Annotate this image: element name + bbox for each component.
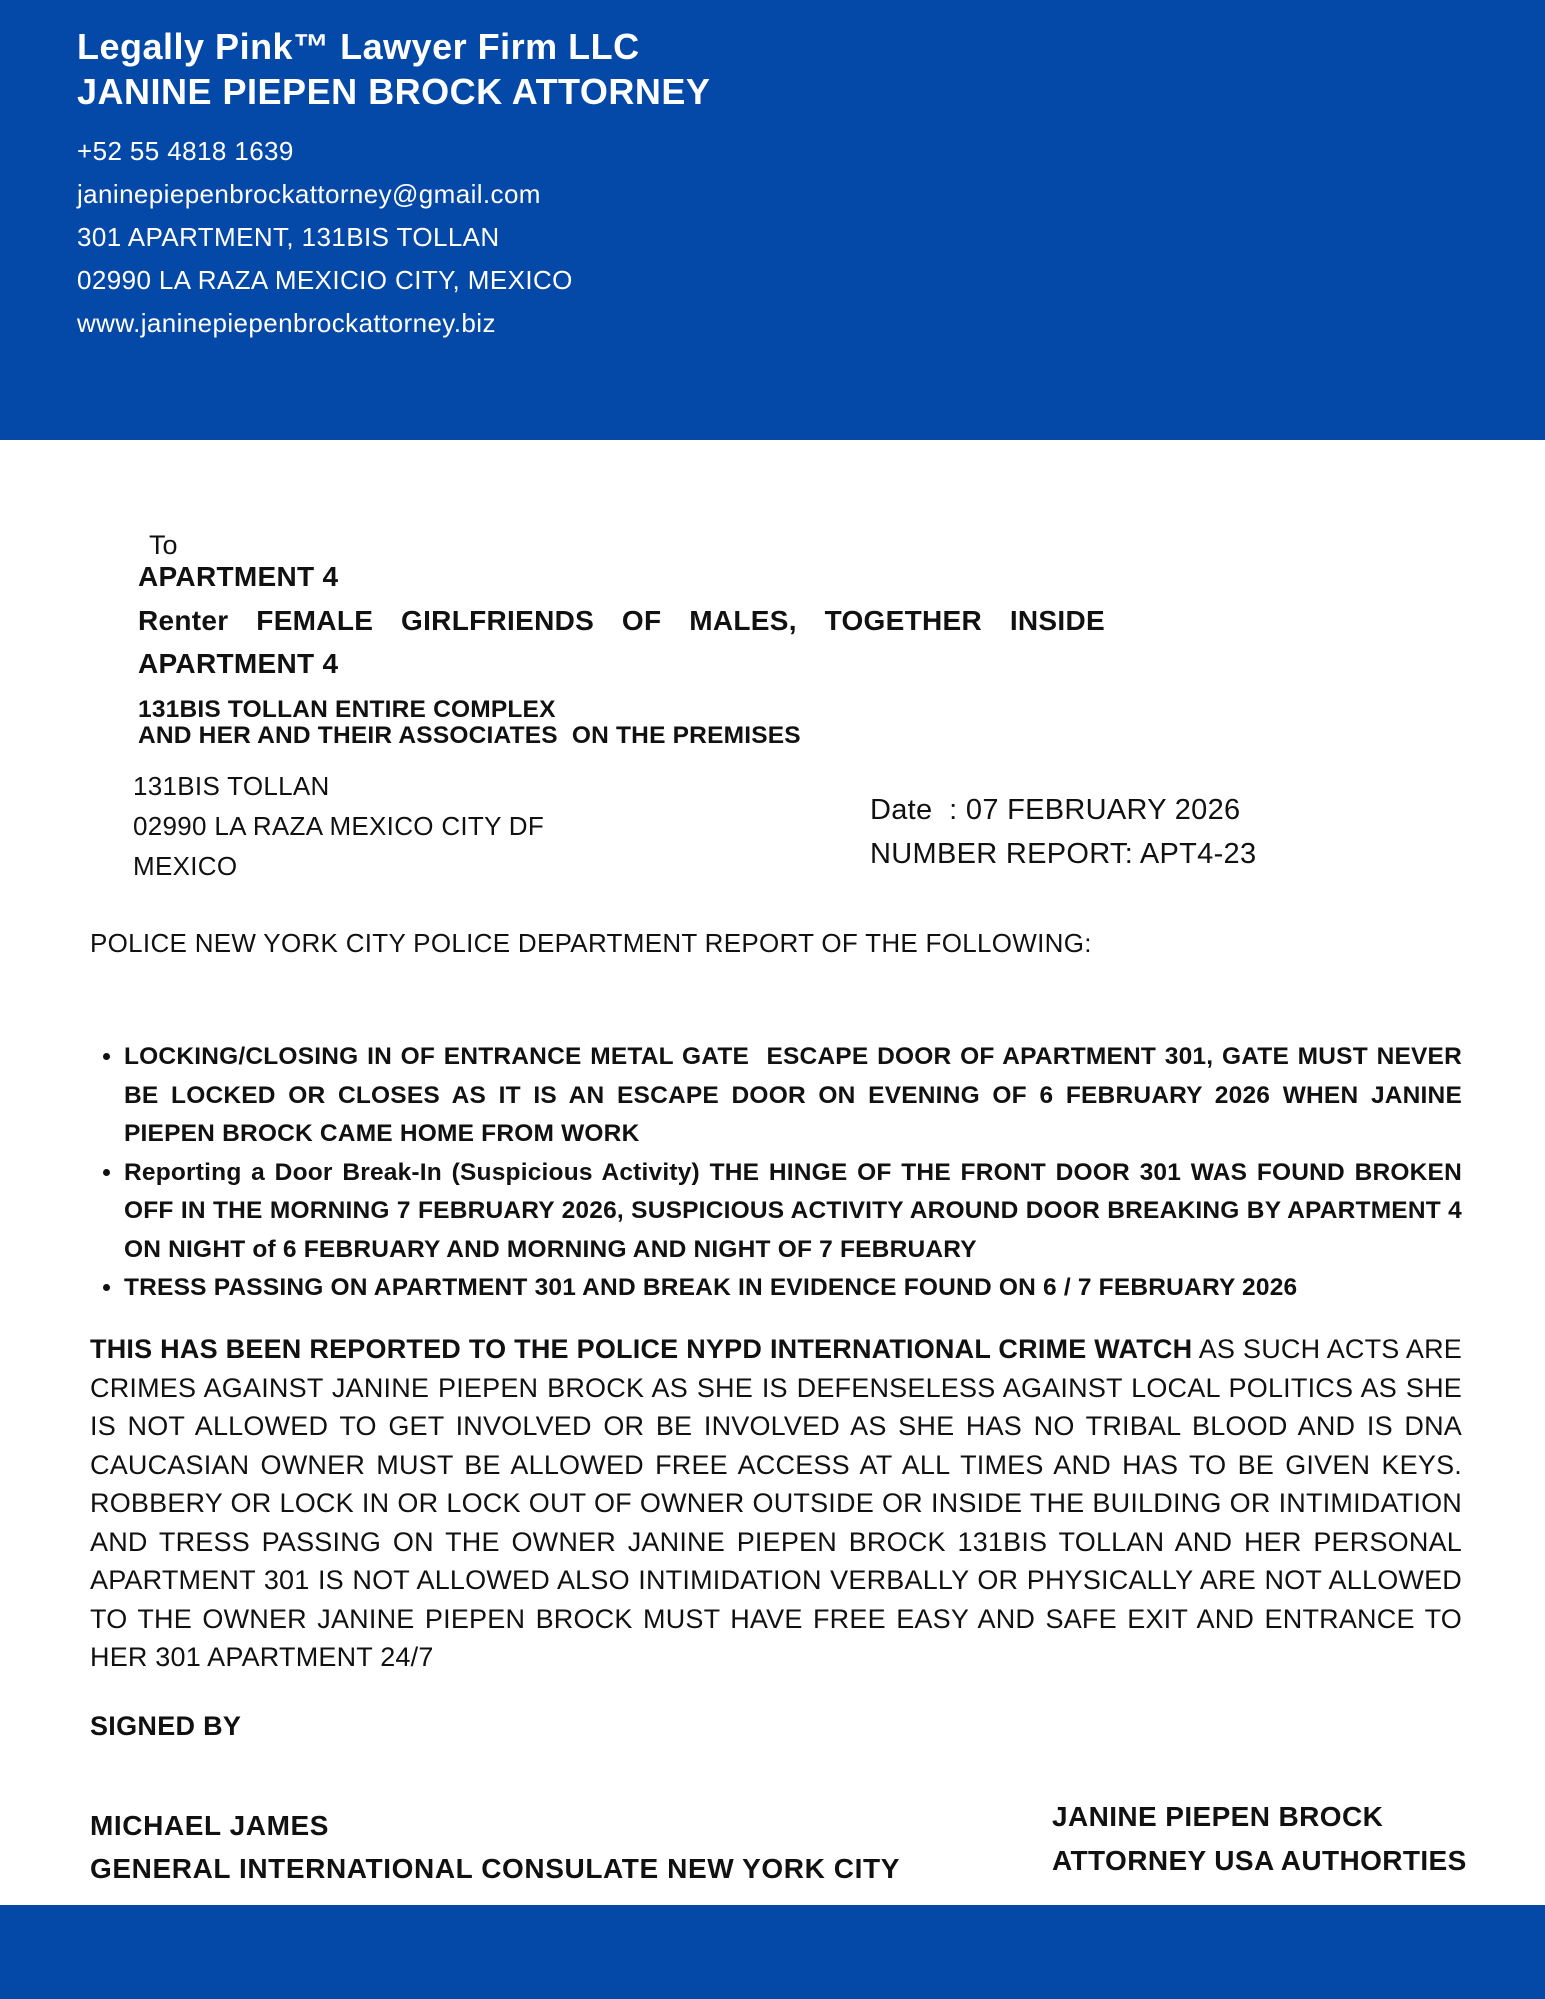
report-date: Date : 07 FEBRUARY 2026 xyxy=(870,794,1241,826)
address-line: 02990 LA RAZA MEXICO CITY DF xyxy=(133,811,545,841)
paragraph-lead: THIS HAS BEEN REPORTED TO THE POLICE NYPD INTERNATIONAL CRIME WATCH xyxy=(90,1334,1193,1364)
recipient-line-5: AND HER AND THEIR ASSOCIATES ON THE PREMISES xyxy=(138,722,801,749)
attorney-name: JANINE PIEPEN BROCK ATTORNEY xyxy=(77,71,711,112)
street-address: 301 APARTMENT, 131BIS TOLLAN xyxy=(77,222,500,252)
recipient-block xyxy=(138,531,1105,749)
recipient-line-4: 131BIS TOLLAN ENTIRE COMPLEX xyxy=(138,696,556,723)
email-address: janinepiepenbrockattorney@gmail.com xyxy=(77,179,541,209)
recipient-line-3: APARTMENT 4 xyxy=(138,648,339,679)
address-line: 131BIS TOLLAN xyxy=(133,771,330,801)
signer-name: MICHAEL JAMES xyxy=(90,1810,330,1841)
footer-bar xyxy=(0,1905,1545,1999)
recipient-line-1: APARTMENT 4 xyxy=(138,561,339,592)
report-meta xyxy=(870,788,1256,876)
address-line: MEXICO xyxy=(133,851,238,881)
signature-left xyxy=(90,1804,900,1890)
report-intro: POLICE NEW YORK CITY POLICE DEPARTMENT REPORT OF THE FOLLOWING: xyxy=(90,928,1092,958)
website-url: www.janinepiepenbrockattorney.biz xyxy=(77,308,496,338)
signer-title: ATTORNEY USA AUTHORTIES xyxy=(1052,1845,1467,1876)
report-paragraph xyxy=(90,1330,1462,1677)
signer-name: JANINE PIEPEN BROCK xyxy=(1052,1801,1384,1832)
recipient-address xyxy=(133,766,544,886)
letterhead-contact xyxy=(77,130,1505,345)
letterhead-banner xyxy=(0,0,1545,440)
signer-title: GENERAL INTERNATIONAL CONSULATE NEW YORK CITY xyxy=(90,1853,900,1884)
report-bullet: • Reporting a Door Break-In (Suspicious Activity) THE HINGE OF THE FRONT DOOR 301 WAS FOUND BROKEN OFF IN THE MORNING 7 FEBRUARY 2026, SUSPICIOUS ACTIVITY AROUND DOOR BREAKING BY APARTMENT 4 ON NIGHT of 6 FEBRUARY AND MORNING AND NIGHT OF 7 FEBRUARY xyxy=(124,1154,1462,1270)
paragraph-body: AS SUCH ACTS ARE CRIMES AGAINST JANINE PIEPEN BROCK AS SHE IS DEFENSELESS AGAINST LOCAL POLITICS AS SHE IS NOT ALLOWED TO GET INVOLVED OR BE INVOLVED AS SHE HAS NO TRIBAL BLOOD AND IS DNA CAUCASIAN OWNER MUST BE ALLOWED FREE ACCESS AT ALL TIMES AND HAS TO BE GIVEN KEYS. ROBBERY OR LOCK IN OR LOCK OUT OF OWNER OUTSIDE OR INSIDE THE BUILDING OR INTIMIDATION AND TRESS PASSING ON THE OWNER JANINE PIEPEN BROCK 131BIS TOLLAN AND HER PERSONAL APARTMENT 301 IS NOT ALLOWED ALSO INTIMIDATION VERBALLY OR PHYSICALLY ARE NOT ALLOWED TO THE OWNER JANINE PIEPEN BROCK MUST HAVE FREE EASY AND SAFE EXIT AND ENTRANCE TO HER 301 APARTMENT 24/7 xyxy=(90,1334,1463,1672)
report-bullet: • LOCKING/CLOSING IN OF ENTRANCE METAL GATE ESCAPE DOOR OF APARTMENT 301, GATE MUST NEVER BE LOCKED OR CLOSES AS IT IS AN ESCAPE DOOR ON EVENING OF 6 FEBRUARY 2026 WHEN JANINE PIEPEN BROCK CAME HOME FROM WORK xyxy=(124,1038,1462,1154)
recipient-line-2: Renter FEMALE GIRLFRIENDS OF MALES, TOGETHER INSIDE xyxy=(138,605,1105,636)
city-address: 02990 LA RAZA MEXICIO CITY, MEXICO xyxy=(77,265,573,295)
report-bullet: • TRESS PASSING ON APARTMENT 301 AND BREAK IN EVIDENCE FOUND ON 6 / 7 FEBRUARY 2026 xyxy=(124,1269,1462,1308)
report-bullet-list xyxy=(90,1038,1462,1308)
signed-by-label: SIGNED BY xyxy=(90,1711,242,1741)
report-number: NUMBER REPORT: APT4-23 xyxy=(870,838,1257,870)
firm-name: Legally Pink™ Lawyer Firm LLC xyxy=(77,26,640,67)
to-label: To xyxy=(149,530,178,560)
phone-number: +52 55 4818 1639 xyxy=(77,136,294,166)
signature-right xyxy=(1052,1795,1467,1883)
